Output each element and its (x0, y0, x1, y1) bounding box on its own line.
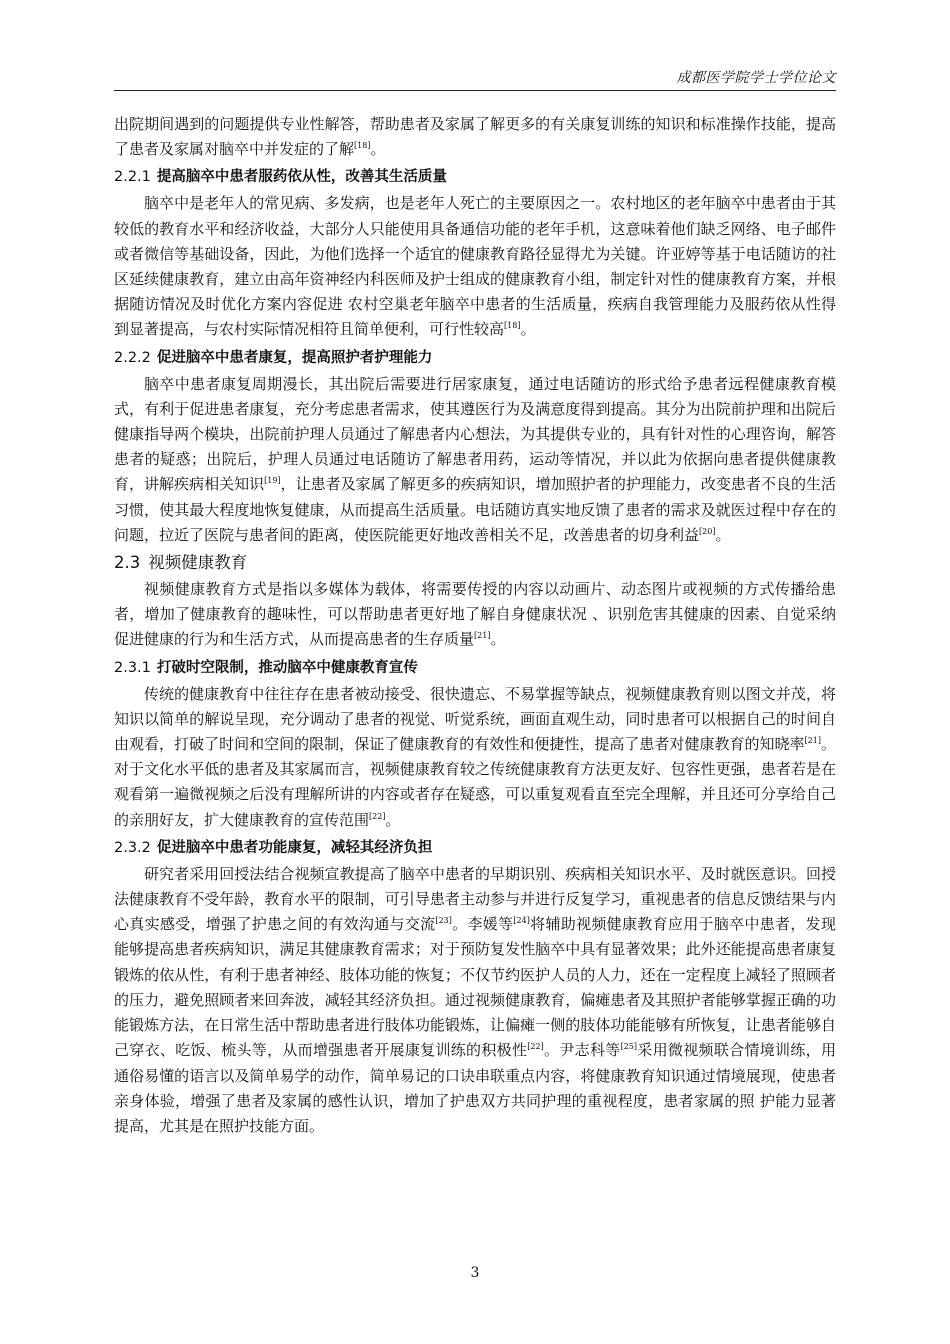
page-number: 3 (470, 1265, 480, 1281)
paragraph: 视频健康教育方式是指以多媒体为载体，将需要传授的内容以动画片、动态图片或视频的方式传播给患者，增加了健康教育的趣味性，可以帮助患者更好地了解自身健康状况 、识别危害其健康的因素、自觉采纳促进健康的行为和生活方式，从而提高患者的生存质量[21]。 (114, 580, 836, 649)
section-heading-2-3: 2.3 视频健康教育 (114, 553, 248, 573)
citation: [24] (513, 916, 530, 926)
subsection-heading-2-2-1: 2.2.1 提高脑卒中患者服药依从性，改善其生活质量 (114, 169, 447, 186)
citation: [22] (527, 1042, 544, 1052)
paragraph: 脑卒中是老年人的常见病、多发病，也是老年人死亡的主要原因之一。农村地区的老年脑卒中患者由于其较低的教育水平和经济收益，大部分人只能使用具备通信功能的老年手机，这意味着他们缺乏网络、电子邮件或者微信等基础设备，因此，为他们选择一个适宜的健康教育路径显得尤为关键。许亚婷等基于电话随访的社区延续健康教育，建立由高年资神经内科医师及护士组成的健康教育小组，制定针对性的健康教育方案，并根据随访情况及时优化方案内容促进 农村空巢老年脑卒中患者的生活质量，疾病自我管理能力及服药依从性得到显著提高，与农村实际情况相符且简单便利，可行性较高[18]。 (114, 194, 836, 339)
citation: [20] (699, 526, 716, 536)
page-header (114, 64, 836, 91)
subsection-heading-2-3-2: 2.3.2 促进脑卒中患者功能康复，减轻其经济负担 (114, 839, 433, 856)
paragraph: 脑卒中患者康复周期漫长，其出院后需要进行居家康复，通过电话随访的形式给予患者远程健康教育模式，有利于促进患者康复，充分考虑患者需求，使其遵医行为及满意度得到提高。其分为出院前护理和出院后健康指导两个模块，出院前护理人员通过了解患者内心想法，为其提供专业的，具有针对性的心理咨询，解答患者的疑惑；出院后，护理人员通过电话随访了解患者用药，运动等情况，并以此为依据向患者提供健康教育，讲解疾病相关知识[19]，让患者及家属了解更多的疾病知识，增加照护者的护理能力，改变患者不良的生活习惯，使其最大程度地恢复健康，从而提高生活质量。电话随访真实地反馈了患者的需求及就医过程中存在的问题，拉近了医院与患者间的距离，使医院能更好地改善相关不足，改善患者的切身利益[20]。 (114, 374, 836, 544)
citation: [21] (804, 736, 821, 746)
citation: [25] (620, 1042, 637, 1052)
subsection-heading-2-3-1: 2.3.1 打破时空限制，推动脑卒中健康教育宣传 (114, 659, 418, 676)
citation: [18] (504, 321, 521, 331)
paragraph: 传统的健康教育中往往存在患者被动接受、很快遗忘、不易掌握等缺点，视频健康教育则以图文并茂，将知识以简单的解说呈现，充分调动了患者的视觉、听觉系统，画面直观生动，同时患者可以根据自己的时间自由观看，打破了时间和空间的限制，保证了健康教育的有效性和便捷性，提高了患者对健康教育的知晓率[21]。对于文化水平低的患者及其家属而言，视频健康教育较之传统健康教育方法更友好、包容性更强，患者若是在观看第一遍微视频之后没有理解所讲的内容或者存在疑惑，可以重复观看直至完全理解，并且还可分享给自己的亲朋好友，扩大健康教育的宣传范围[22]。 (114, 684, 836, 829)
paragraph: 出院期间遇到的问题提供专业性解答，帮助患者及家属了解更多的有关康复训练的知识和标准操作技能，提高了患者及家属对脑卒中并发症的了解[18]。 (114, 115, 836, 159)
citation: [18] (354, 141, 371, 151)
citation: [19] (264, 476, 281, 486)
citation: [22] (369, 811, 386, 821)
header-title: 成都医学院学士学位论文 (676, 70, 836, 86)
document-body (114, 112, 836, 1139)
paragraph: 研究者采用回授法结合视频宣教提高了脑卒中患者的早期识别、疾病相关知识水平、及时就医意识。回授法健康教育不受年龄，教育水平的限制，可引导患者主动参与并进行反复学习，重视患者的信息反馈结果与内心真实感受，增强了护患之间的有效沟通与交流[23]。李媛等[24]将辅助视频健康教育应用于脑卒中患者，发现能够提高患者疾病知识，满足其健康教育需求；对于预防复发性脑卒中具有显著效果；此外还能提高患者康复锻炼的依从性，有利于患者神经、肢体功能的恢复；不仅节约医护人员的人力，还在一定程度上减轻了照顾者的压力，避免照顾者来回奔波，减轻其经济负担。通过视频健康教育，偏瘫患者及其照护者能够掌握正确的功能锻炼方法，在日常生活中帮助患者进行肢体功能锻炼，让偏瘫一侧的肢体功能能够有所恢复，让患者能够自己穿衣、吃饭、梳头等，从而增强患者开展康复训练的积极性[22]。尹志科等[25]采用微视频联合情境训练，用通俗易懂的语言以及简单易学的动作，简单易记的口诀串联重点内容，将健康教育知识通过情境展现，使患者亲身体验，增强了患者及家属的感性认识，增加了护患双方共同护理的重视程度，患者家属的照 护能力显著提高，尤其是在照护技能方面。 (114, 864, 836, 1135)
subsection-heading-2-2-2: 2.2.2 促进脑卒中患者康复，提高照护者护理能力 (114, 349, 433, 366)
citation: [21] (474, 631, 491, 641)
citation: [23] (435, 916, 452, 926)
